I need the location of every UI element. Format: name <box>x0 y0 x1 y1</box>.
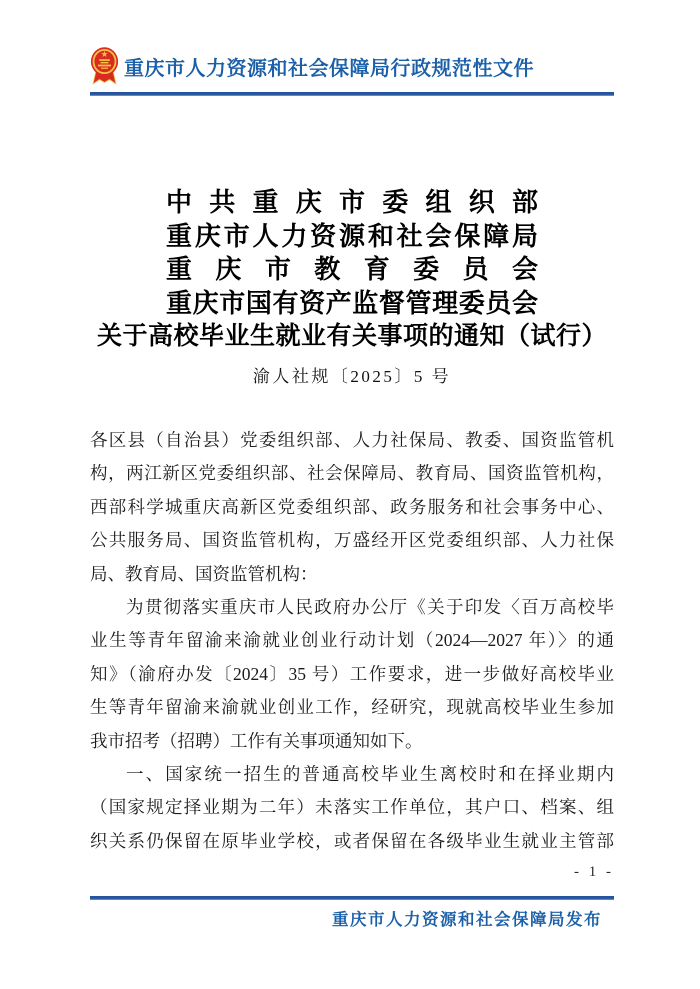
document-main-title: 关于高校毕业生就业有关事项的通知（试行） <box>96 323 607 350</box>
publisher-label: 重庆市人力资源和社会保障局发布 <box>332 910 602 930</box>
header-title: 重庆市人力资源和社会保障局行政规范性文件 <box>124 58 534 80</box>
page-number: - 1 - <box>574 864 614 881</box>
body-line: 生等青年留渝来渝就业创业工作，经研究，现就高校毕业生参加 <box>90 697 614 718</box>
body-line: 局、教育局、国资监管机构： <box>90 563 318 584</box>
document-number: 渝人社规〔2025〕5 号 <box>252 367 452 386</box>
body-line: 知》（渝府办发〔2024〕35 号）工作要求，进一步做好高校毕业 <box>90 663 614 684</box>
document-title-block <box>90 186 614 389</box>
footer-rule <box>90 896 614 900</box>
body-line: 织关系仍保留在原毕业学校，或者保留在各级毕业生就业主管部 <box>90 830 614 851</box>
body-line: 西部科学城重庆高新区党委组织部、政务服务和社会事务中心、 <box>90 496 614 517</box>
title-line-2: 重庆市人力资源和社会保障局 <box>166 221 538 251</box>
body-line: （国家规定择业期为二年）未落实工作单位，其户口、档案、组 <box>90 797 614 818</box>
body-line: 为贯彻落实重庆市人民政府办公厅《关于印发〈百万高校毕 <box>126 597 614 618</box>
body-line: 一、国家统一招生的普通高校毕业生离校时和在择业期内 <box>126 764 614 785</box>
title-line-3: 重庆市教育委员会 <box>166 255 538 284</box>
body-line: 业生等青年留渝来渝就业创业行动计划（2024—2027 年）〉的通 <box>90 630 614 651</box>
body-line: 各区县（自治县）党委组织部、人力社保局、教委、国资监管机 <box>90 430 614 450</box>
national-emblem-icon <box>90 46 119 87</box>
title-line-4: 重庆市国有资产监督管理委员会 <box>166 288 538 318</box>
body-line: 公共服务局、国资监管机构，万盛经开区党委组织部、人力社保 <box>90 530 614 551</box>
document-body <box>90 424 614 858</box>
body-line: 我市招考（招聘）工作有关事项通知如下。 <box>90 730 423 751</box>
body-line: 构，两江新区党委组织部、社会保障局、教育局、国资监管机构， <box>90 463 614 484</box>
header-rule <box>90 92 614 96</box>
title-line-1: 中共重庆市委组织部 <box>166 188 538 217</box>
document-header <box>90 0 614 87</box>
